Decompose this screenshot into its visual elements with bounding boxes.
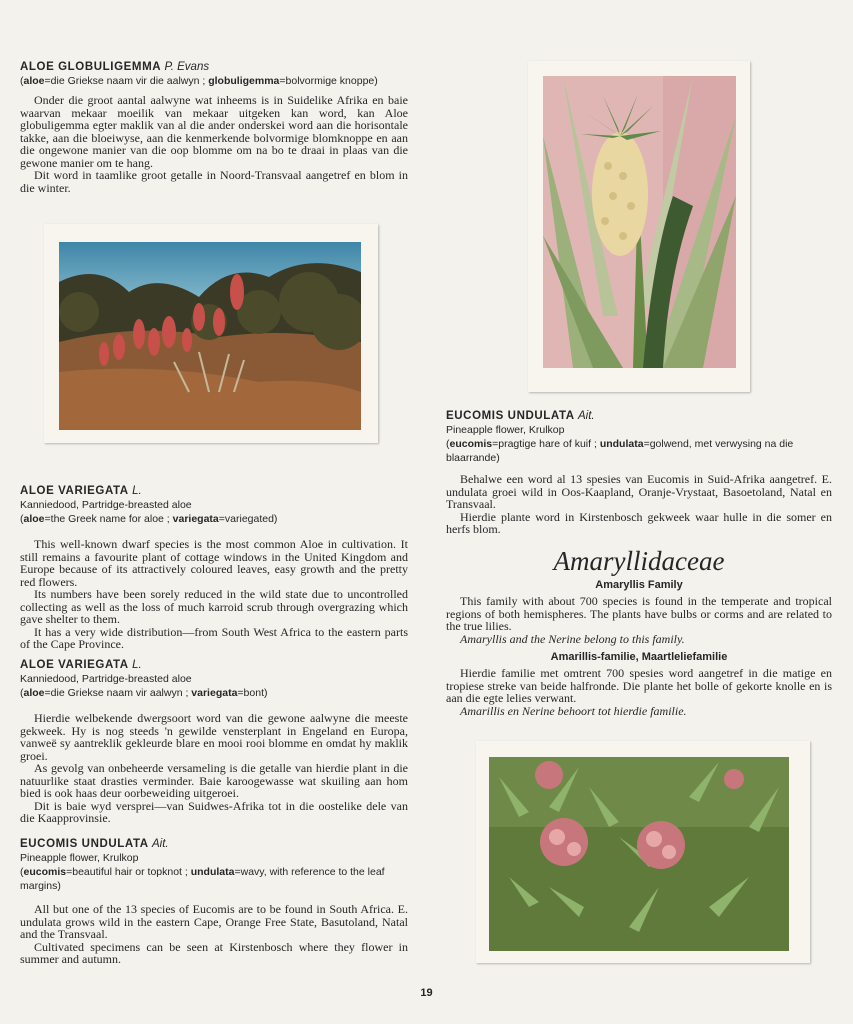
common-names: Kanniedood, Partridge-breasted aloe [20,499,192,511]
nerine-photo [489,757,789,951]
aloe-variegata-english-entry [20,484,408,651]
family-english-subtitle: Amaryllis Family [595,579,683,591]
description: Hierdie welbekende dwergsoort word van die gewone aalwyne die meeste gekweek. Hy is nog steeds 'n gewilde vensterplant in Engeland en Europa, vanweë sy aantreklik gekleurde blare en mooi rooi blomme en omdat hy maklik groei. As gevolg van onbeheerde versameling is die getalle van hierdie plant in die natuurlike staat drasties verminder. Baie karoogewasse wat skuiling aan hom bied is ook haas deur oorbeweiding uitgeroei. Dit is baie wyd versprei—van Suidwes-Afrika tot in die oostelike dele van die Kaapprovinsie. [20,711,408,825]
page-number: 19 [420,987,433,999]
description: Behalwe een word al 13 spesies van Eucomis in Suid-Afrika aangetref. E. undulata groei wild in Oos-Kaapland, Oranje-Vrystaat, Basoetoland, Natal en Transvaal. Hierdie plante word in Kirstenbosch gekweek waar hulle in die somer en herfs blom. [446,472,832,536]
common-names: Kanniedood, Partridge-breasted aloe [20,673,192,685]
etymology: (eucomis=beautiful hair or topknot ; undulata=wavy, with reference to the leaf margins) [20,866,385,892]
etymology: (aloe=the Greek name for aloe ; variegata=variegated) [20,513,278,525]
description: This well-known dwarf species is the most common Aloe in cultivation. It still remains a favourite plant of cottage windows in the United Kingdom and Europe because of its attractively coloured leaves, easy growth and the pretty red flowers. Its numbers have been sorely reduced in the wild state due to uncontrolled collecting as well as the loss of much karroid scrub through overgrazing which gave shelter to them. It has a very wide distribution—from South West Africa to the eastern parts of the Cape Province. [20,537,408,651]
eucomis-photo-card [528,61,750,392]
species-heading: EUCOMIS UNDULATA Ait. [20,838,169,850]
etymology: (aloe=die Griekse naam vir die aalwyn ; globuligemma=bolvormige knoppe) [20,75,378,87]
eucomis-afrikaans-entry [446,409,832,536]
aloe-photo-card [44,224,378,443]
aloe-globuligemma-entry [20,60,408,194]
etymology: (aloe=die Griekse naam vir aalwyn ; variegata=bont) [20,687,268,699]
description: Onder die groot aantal aalwyne wat inheems is in Suidelike Afrika en baie waarvan mekaar moeilik van mekaar uitgeken kan word, kan Aloe globuligemma egter maklik van al die ander onderskei word aan die horisontale takke, aan die bloeiwyse, aan die kenmerkende bolvormige blomknoppe en aan die ongewone manier van die oop blomme om na bo te draai in plaas van die gewone manier om te hang. Dit word in taamlike groot getalle in Noord-Transvaal aangetref en blom in die winter. [20,93,408,195]
etymology: (eucomis=pragtige hare of kuif ; undulata=golwend, met verwysing na die blaarrande) [446,438,794,464]
description: All but one of the 13 species of Eucomis are to be found in South Africa. E. undulata grows wild in the eastern Cape, Orange Free State, Basutoland, Natal and the Transvaal. Cultivated specimens can be seen at Kirstenbosch where they flower in summer and autumn. [20,902,408,966]
amaryllidaceae-section [446,546,832,717]
eucomis-english-entry [20,837,408,966]
aloe-globuligemma-photo [59,242,361,430]
eucomis-undulata-photo [543,76,736,368]
common-names: Pineapple flower, Krulkop [20,852,139,864]
species-heading: ALOE VARIEGATA L. [20,659,142,671]
family-title: Amaryllidaceae [553,546,725,576]
common-names: Pineapple flower, Krulkop [446,424,565,436]
species-heading: EUCOMIS UNDULATA Ait. [446,410,595,422]
nerine-photo-card [476,741,810,963]
family-afrikaans-description: Hierdie familie met omtrent 700 spesies word aangetref in die matige en tropiese streke van beide halfronde. Die plante het bolle of gekorte knolle en is aan die egte lelies verwant. Amarillis en Nerine behoort tot hierdie familie. [446,666,832,718]
aloe-variegata-afrikaans-entry [20,658,408,825]
species-heading: ALOE VARIEGATA L. [20,485,142,497]
family-english-description: This family with about 700 species is found in the temperate and tropical regions of both hemispheres. The plants have bulbs or corms and are related to the true lilies. Amaryllis and the Nerine belong to this family. [446,594,832,646]
species-heading: ALOE GLOBULIGEMMA P. Evans [20,61,210,73]
family-afrikaans-subtitle: Amarillis-familie, Maartleliefamilie [550,651,728,663]
